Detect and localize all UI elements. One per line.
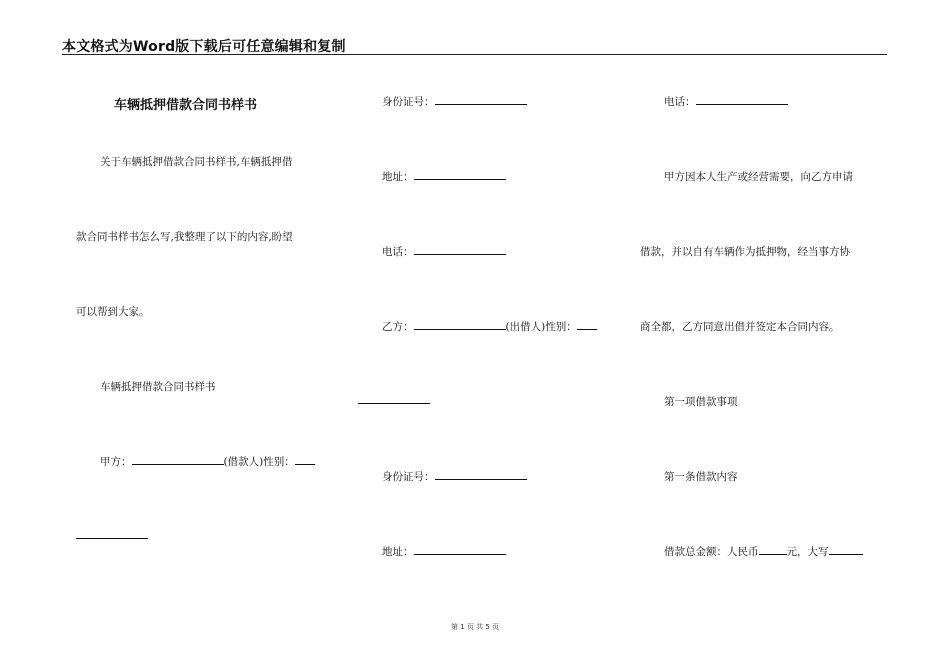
address-blank bbox=[414, 544, 506, 555]
party-b-line bbox=[382, 319, 597, 334]
phone-label: 电话： bbox=[664, 96, 696, 108]
body-line-1: 甲方因本人生产或经营需要，向乙方申请 bbox=[664, 171, 853, 183]
page-number-footer: 第 1 页 共 5 页 bbox=[450, 623, 500, 631]
party-a-line bbox=[100, 454, 315, 469]
id-number-line-2 bbox=[382, 469, 527, 484]
intro-line-1: 关于车辆抵押借款合同书样书,车辆抵押借 bbox=[100, 156, 293, 168]
address-blank bbox=[414, 169, 506, 180]
phone-line-2 bbox=[664, 94, 788, 109]
phone-label: 电话： bbox=[382, 246, 414, 258]
document-title: 车辆抵押借款合同书样书 bbox=[114, 98, 258, 113]
party-b-gender-blank bbox=[577, 319, 597, 330]
party-a-name-blank bbox=[132, 454, 224, 465]
id-number-line-1 bbox=[382, 94, 527, 109]
id-number-blank bbox=[435, 469, 527, 480]
loan-amount-label: 借款总金额：人民币 bbox=[664, 546, 759, 558]
id-number-label: 身份证号： bbox=[382, 96, 435, 108]
id-number-label: 身份证号： bbox=[382, 471, 435, 483]
amount-figures-blank bbox=[759, 544, 787, 555]
section-heading: 第一项借款事项 bbox=[664, 396, 738, 408]
address-label: 地址： bbox=[382, 171, 414, 183]
header-text: 本文格式为Word版下载后可任意编辑和复制 bbox=[62, 39, 346, 55]
address-label: 地址： bbox=[382, 546, 414, 558]
party-b-label: 乙方： bbox=[382, 321, 414, 333]
address-line-1 bbox=[382, 169, 506, 184]
blank-rule bbox=[76, 538, 148, 539]
phone-line-1 bbox=[382, 244, 506, 259]
document-header bbox=[62, 36, 887, 55]
blank-rule bbox=[358, 403, 430, 404]
intro-line-3: 可以帮到大家。 bbox=[76, 306, 150, 318]
article-heading: 第一条借款内容 bbox=[664, 471, 738, 483]
body-line-2: 借款，并以自有车辆作为抵押物，经当事方协 bbox=[640, 246, 850, 258]
party-b-role-gender: (出借人)性别： bbox=[505, 321, 577, 333]
phone-blank bbox=[414, 244, 506, 255]
phone-blank bbox=[696, 94, 788, 105]
contract-subtitle: 车辆抵押借款合同书样书 bbox=[100, 381, 216, 393]
loan-amount-line bbox=[664, 544, 863, 559]
column-3 bbox=[640, 60, 890, 620]
column-1 bbox=[76, 60, 346, 620]
party-b-name-blank bbox=[414, 319, 506, 330]
party-a-role-gender: (借款人)性别： bbox=[223, 456, 295, 468]
address-line-2 bbox=[382, 544, 506, 559]
intro-line-2: 款合同书样书怎么写,我整理了以下的内容,盼望 bbox=[76, 231, 293, 243]
body-line-3: 商全都，乙方同意出借并签定本合同内容。 bbox=[640, 321, 840, 333]
id-number-blank bbox=[435, 94, 527, 105]
column-2 bbox=[358, 60, 628, 620]
amount-words-blank bbox=[829, 544, 863, 555]
party-a-gender-blank bbox=[295, 454, 315, 465]
amount-words-label: 元，大写 bbox=[786, 546, 829, 558]
party-a-label: 甲方： bbox=[100, 456, 132, 468]
